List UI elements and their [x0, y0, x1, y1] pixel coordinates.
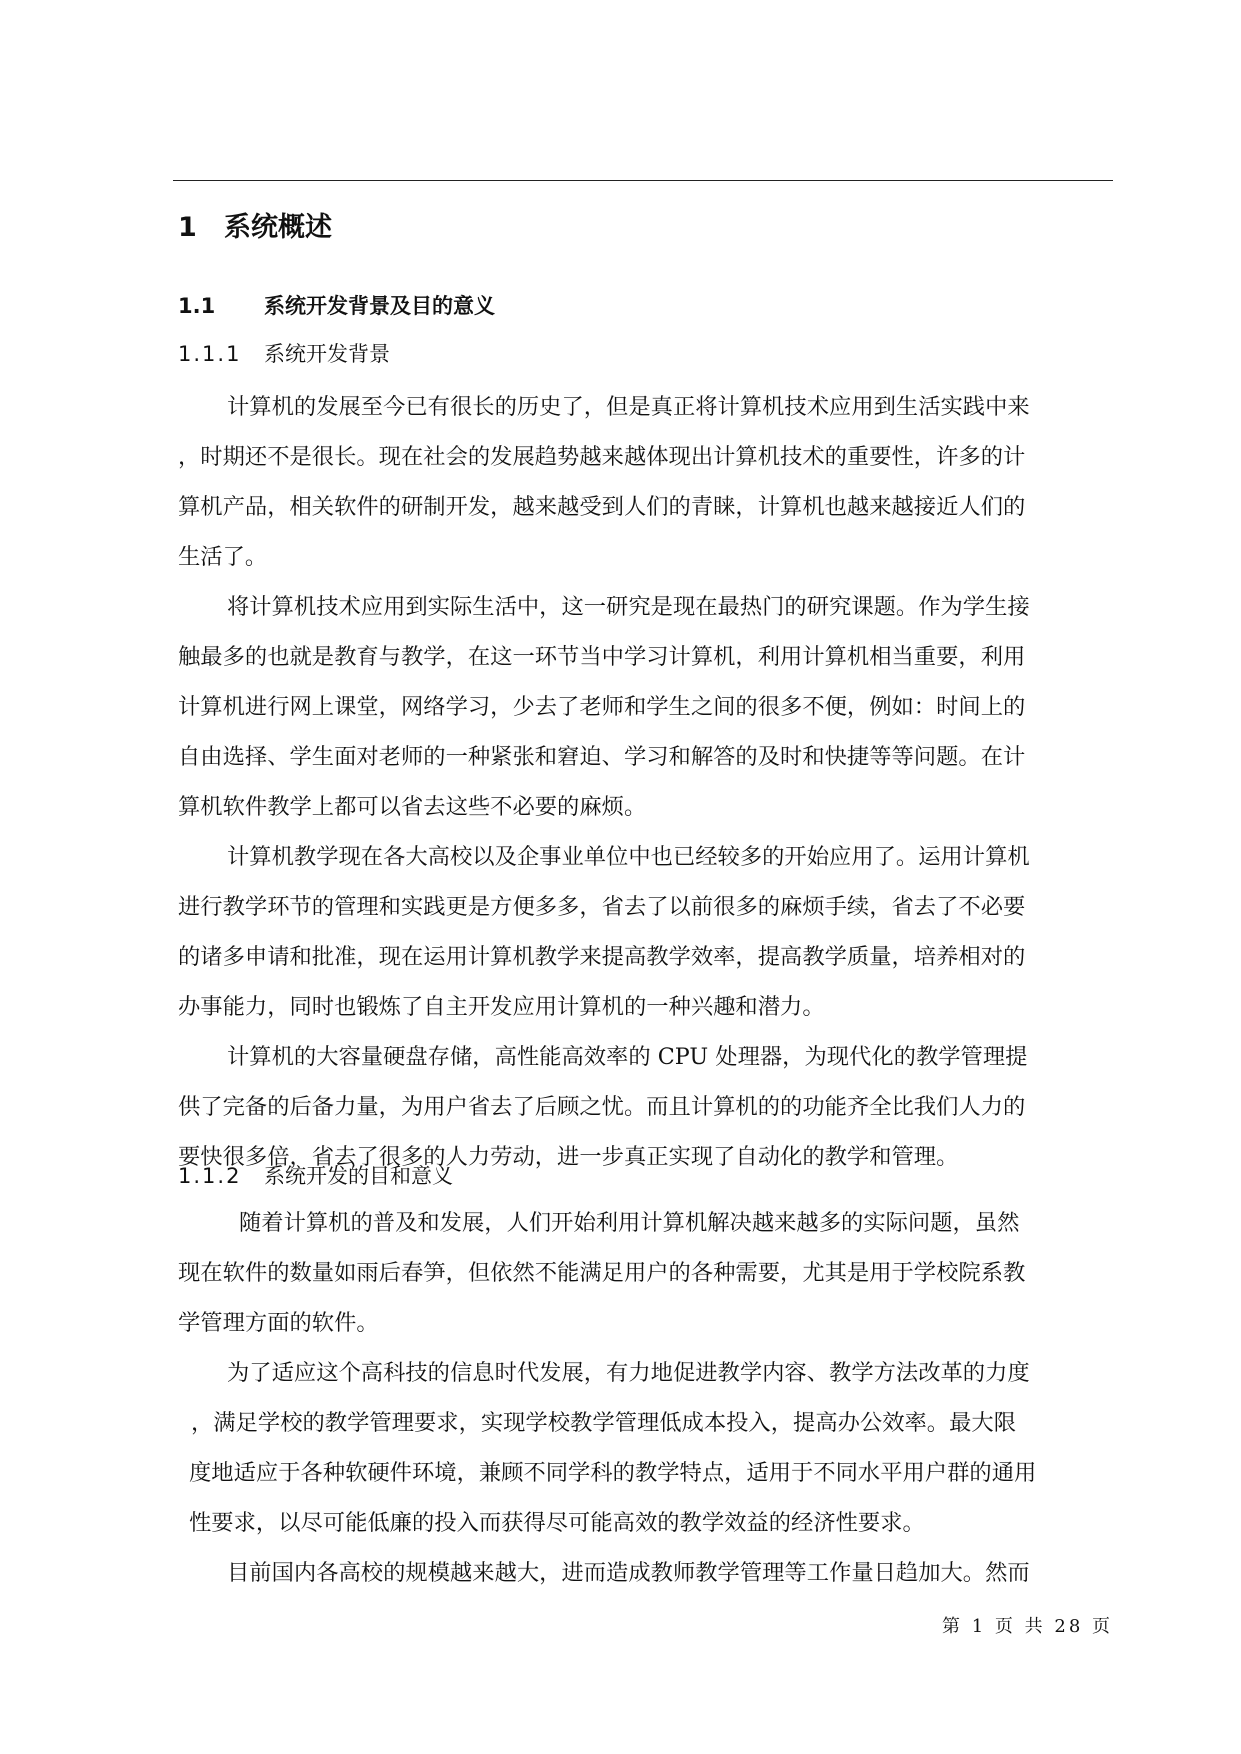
text-line: 将计算机技术应用到实际生活中，这一研究是现在最热门的研究课题。作为学生接	[227, 594, 1030, 620]
text-line: 为了适应这个高科技的信息时代发展，有力地促进教学内容、教学方法改革的力度	[227, 1360, 1030, 1386]
subsubsection-heading-2	[178, 1160, 453, 1192]
section-title: 系统概述	[224, 212, 332, 243]
text-line: 学管理方面的软件。	[178, 1310, 379, 1336]
text-line: 目前国内各高校的规模越来越大，进而造成教师教学管理等工作量日趋加大。然而	[227, 1560, 1030, 1586]
text-line: 现在软件的数量如雨后春笋，但依然不能满足用户的各种需要，尤其是用于学校院系教	[178, 1260, 1026, 1286]
text-line: 算机软件教学上都可以省去这些不必要的麻烦。	[178, 794, 647, 820]
text-line: 计算机的大容量硬盘存储，高性能高效率的 CPU 处理器，为现代化的教学管理提	[227, 1044, 1028, 1070]
text-line: 计算机进行网上课堂，网络学习，少去了老师和学生之间的很多不便，例如：时间上的	[178, 694, 1026, 720]
subsubsection-number: 1.1.2	[178, 1164, 242, 1188]
subsection-title: 系统开发背景及目的意义	[264, 294, 495, 318]
text-line: 进行教学环节的管理和实践更是方便多多，省去了以前很多的麻烦手续，省去了不必要	[178, 894, 1026, 920]
subsubsection-number: 1.1.1	[178, 342, 242, 366]
text-line: 度地适应于各种软硬件环境，兼顾不同学科的教学特点，适用于不同水平用户群的通用	[189, 1460, 1037, 1486]
text-line: 办事能力，同时也锻炼了自主开发应用计算机的一种兴趣和潜力。	[178, 994, 825, 1020]
text-line: ，满足学校的教学管理要求，实现学校教学管理低成本投入，提高办公效率。最大限	[191, 1410, 1016, 1436]
section-heading	[178, 208, 332, 248]
text-line: 计算机教学现在各大高校以及企事业单位中也已经较多的开始应用了。运用计算机	[227, 844, 1030, 870]
subsection-number: 1.1	[178, 294, 216, 318]
section-number: 1	[178, 212, 197, 243]
header-rule	[173, 180, 1113, 181]
text-line: ，时期还不是很长。现在社会的发展趋势越来越体现出计算机技术的重要性，许多的计	[178, 444, 1026, 470]
text-line: 随着计算机的普及和发展，人们开始利用计算机解决越来越多的实际问题，虽然	[239, 1210, 1020, 1236]
page-number-footer: 第 1 页 共 28 页	[942, 1616, 1113, 1637]
body-text-block-2	[178, 1198, 1118, 1598]
text-line: 算机产品，相关软件的研制开发，越来越受到人们的青睐，计算机也越来越接近人们的	[178, 494, 1026, 520]
text-line: 自由选择、学生面对老师的一种紧张和窘迫、学习和解答的及时和快捷等等问题。在计	[178, 744, 1026, 770]
text-line: 生活了。	[178, 544, 268, 570]
subsection-heading	[178, 290, 495, 322]
text-line: 计算机的发展至今已有很长的历史了，但是真正将计算机技术应用到生活实践中来	[227, 394, 1030, 420]
subsubsection-heading-1	[178, 338, 390, 370]
body-text-block-1	[178, 382, 1118, 1182]
subsubsection-title: 系统开发背景	[264, 342, 390, 366]
text-line: 供了完备的后备力量，为用户省去了后顾之忧。而且计算机的的功能齐全比我们人力的	[178, 1094, 1026, 1120]
text-line: 性要求，以尽可能低廉的投入而获得尽可能高效的教学效益的经济性要求。	[189, 1510, 925, 1536]
text-line: 触最多的也就是教育与教学，在这一环节当中学习计算机，利用计算机相当重要，利用	[178, 644, 1026, 670]
text-line: 要快很多倍，省去了很多的人力劳动，进一步真正实现了自动化的教学和管理。	[178, 1144, 959, 1170]
text-line: 的诸多申请和批准，现在运用计算机教学来提高教学效率，提高教学质量，培养相对的	[178, 944, 1026, 970]
subsubsection-title: 系统开发的目和意义	[264, 1164, 453, 1188]
